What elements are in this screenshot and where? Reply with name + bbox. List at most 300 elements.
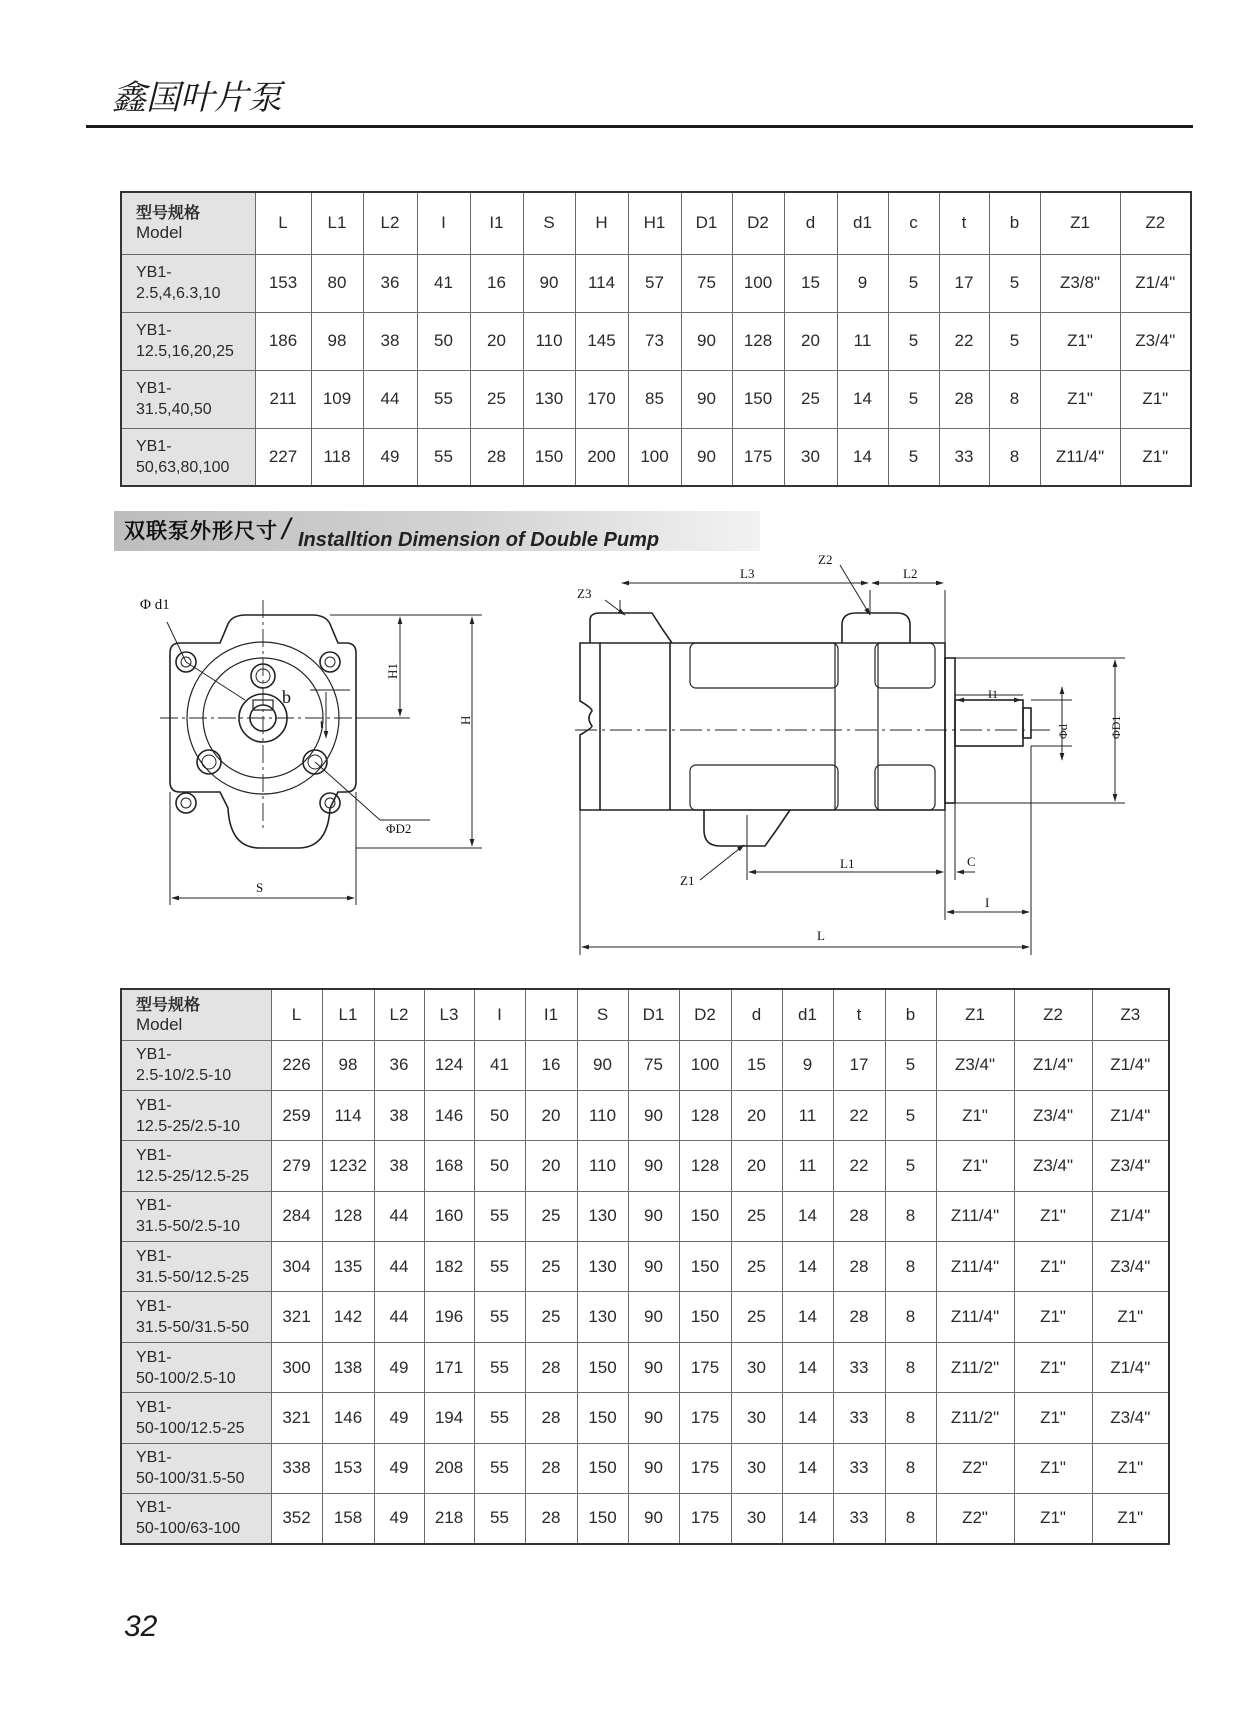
table-row xyxy=(121,1090,1169,1140)
section-title-cn: 双联泵外形尺寸 xyxy=(124,519,278,543)
value-cell: 171 xyxy=(424,1342,474,1392)
table-row xyxy=(121,1494,1169,1544)
label-C: C xyxy=(967,854,976,869)
value-cell: Z1/4" xyxy=(1092,1040,1169,1090)
value-cell: 20 xyxy=(525,1090,577,1140)
table-row xyxy=(121,1443,1169,1493)
model-cell: YB1- 50-100/2.5-10 xyxy=(121,1342,271,1392)
column-header: d1 xyxy=(837,192,888,254)
value-cell: Z1/4" xyxy=(1120,254,1191,312)
value-cell: 5 xyxy=(888,254,939,312)
value-cell: Z1" xyxy=(1120,428,1191,486)
table-row xyxy=(121,1292,1169,1342)
value-cell: 160 xyxy=(424,1191,474,1241)
column-header: d xyxy=(731,989,782,1040)
value-cell: 85 xyxy=(628,370,681,428)
value-cell: 55 xyxy=(474,1342,525,1392)
value-cell: 90 xyxy=(628,1090,679,1140)
value-cell: 186 xyxy=(255,312,311,370)
value-cell: Z1" xyxy=(1014,1443,1092,1493)
column-header: Z2 xyxy=(1120,192,1191,254)
value-cell: 321 xyxy=(271,1393,322,1443)
value-cell: 90 xyxy=(681,370,732,428)
value-cell: 25 xyxy=(784,370,837,428)
label-phi-D2: ΦD2 xyxy=(386,821,412,836)
value-cell: 22 xyxy=(833,1141,885,1191)
label-phi-d: Φd xyxy=(1056,724,1070,739)
value-cell: 259 xyxy=(271,1090,322,1140)
value-cell: 153 xyxy=(322,1443,374,1493)
value-cell: 5 xyxy=(885,1141,936,1191)
value-cell: 135 xyxy=(322,1242,374,1292)
value-cell: 128 xyxy=(732,312,784,370)
value-cell: 55 xyxy=(474,1443,525,1493)
value-cell: Z1" xyxy=(1120,370,1191,428)
value-cell: Z11/4" xyxy=(936,1242,1014,1292)
value-cell: Z2" xyxy=(936,1494,1014,1544)
value-cell: 128 xyxy=(322,1191,374,1241)
model-cell: YB1- 12.5-25/12.5-25 xyxy=(121,1141,271,1191)
label-Z2: Z2 xyxy=(818,552,833,567)
value-cell: 304 xyxy=(271,1242,322,1292)
table-header-row xyxy=(121,989,1169,1040)
value-cell: 33 xyxy=(833,1342,885,1392)
value-cell: 118 xyxy=(311,428,363,486)
value-cell: 55 xyxy=(417,428,470,486)
value-cell: Z2" xyxy=(936,1443,1014,1493)
section-title-en: Installtion Dimension of Double Pump xyxy=(298,529,660,551)
value-cell: 150 xyxy=(523,428,575,486)
value-cell: 98 xyxy=(322,1040,374,1090)
value-cell: 25 xyxy=(525,1191,577,1241)
value-cell: Z1/4" xyxy=(1014,1040,1092,1090)
value-cell: 175 xyxy=(732,428,784,486)
value-cell: 20 xyxy=(731,1090,782,1140)
value-cell: 33 xyxy=(833,1393,885,1443)
table-row xyxy=(121,1040,1169,1090)
value-cell: 300 xyxy=(271,1342,322,1392)
value-cell: 28 xyxy=(525,1393,577,1443)
value-cell: 28 xyxy=(939,370,989,428)
value-cell: 182 xyxy=(424,1242,474,1292)
value-cell: Z11/4" xyxy=(936,1292,1014,1342)
value-cell: 16 xyxy=(525,1040,577,1090)
value-cell: 11 xyxy=(837,312,888,370)
table-row xyxy=(121,1342,1169,1392)
value-cell: 8 xyxy=(989,370,1040,428)
value-cell: 100 xyxy=(732,254,784,312)
value-cell: 25 xyxy=(470,370,523,428)
value-cell: 17 xyxy=(833,1040,885,1090)
label-L2: L2 xyxy=(903,566,918,581)
column-header: t xyxy=(939,192,989,254)
value-cell: 44 xyxy=(374,1191,424,1241)
value-cell: 146 xyxy=(322,1393,374,1443)
value-cell: 128 xyxy=(679,1090,731,1140)
value-cell: 38 xyxy=(374,1141,424,1191)
value-cell: 1232 xyxy=(322,1141,374,1191)
column-header: Z1 xyxy=(1040,192,1120,254)
value-cell: 20 xyxy=(470,312,523,370)
value-cell: 98 xyxy=(311,312,363,370)
value-cell: Z3/4" xyxy=(1014,1090,1092,1140)
column-header: Z2 xyxy=(1014,989,1092,1040)
value-cell: 194 xyxy=(424,1393,474,1443)
column-header: I1 xyxy=(525,989,577,1040)
value-cell: 109 xyxy=(311,370,363,428)
column-header: t xyxy=(833,989,885,1040)
column-header: L2 xyxy=(363,192,417,254)
value-cell: 38 xyxy=(374,1090,424,1140)
value-cell: 20 xyxy=(784,312,837,370)
value-cell: Z11/2" xyxy=(936,1342,1014,1392)
value-cell: 8 xyxy=(885,1191,936,1241)
value-cell: 8 xyxy=(885,1342,936,1392)
model-cell: YB1- 31.5-50/31.5-50 xyxy=(121,1292,271,1342)
value-cell: 41 xyxy=(474,1040,525,1090)
value-cell: 150 xyxy=(577,1393,628,1443)
table-row xyxy=(121,1242,1169,1292)
label-phi-D1: ΦD1 xyxy=(1109,715,1123,739)
value-cell: Z11/2" xyxy=(936,1393,1014,1443)
value-cell: 138 xyxy=(322,1342,374,1392)
value-cell: 130 xyxy=(577,1292,628,1342)
value-cell: 153 xyxy=(255,254,311,312)
value-cell: 49 xyxy=(374,1393,424,1443)
value-cell: 25 xyxy=(731,1242,782,1292)
value-cell: 30 xyxy=(784,428,837,486)
value-cell: 8 xyxy=(885,1393,936,1443)
value-cell: Z1/4" xyxy=(1092,1191,1169,1241)
value-cell: 25 xyxy=(525,1292,577,1342)
model-cell: YB1- 2.5-10/2.5-10 xyxy=(121,1040,271,1090)
side-view xyxy=(575,552,1125,955)
value-cell: 5 xyxy=(888,312,939,370)
section-slash: / xyxy=(282,513,291,546)
value-cell: Z1" xyxy=(1014,1494,1092,1544)
value-cell: 227 xyxy=(255,428,311,486)
value-cell: 284 xyxy=(271,1191,322,1241)
value-cell: 128 xyxy=(679,1141,731,1191)
value-cell: 321 xyxy=(271,1292,322,1342)
value-cell: 33 xyxy=(939,428,989,486)
value-cell: 75 xyxy=(628,1040,679,1090)
value-cell: 110 xyxy=(577,1141,628,1191)
value-cell: 90 xyxy=(628,1141,679,1191)
value-cell: 15 xyxy=(731,1040,782,1090)
model-cell: YB1- 12.5-25/2.5-10 xyxy=(121,1090,271,1140)
column-header: D2 xyxy=(732,192,784,254)
value-cell: 14 xyxy=(837,428,888,486)
value-cell: Z1" xyxy=(1014,1191,1092,1241)
column-header: d xyxy=(784,192,837,254)
value-cell: 110 xyxy=(577,1090,628,1140)
value-cell: 25 xyxy=(731,1191,782,1241)
value-cell: 30 xyxy=(731,1443,782,1493)
value-cell: 175 xyxy=(679,1443,731,1493)
value-cell: 5 xyxy=(885,1040,936,1090)
value-cell: 168 xyxy=(424,1141,474,1191)
value-cell: 150 xyxy=(679,1242,731,1292)
column-header: L2 xyxy=(374,989,424,1040)
value-cell: 55 xyxy=(417,370,470,428)
value-cell: 130 xyxy=(577,1242,628,1292)
value-cell: 14 xyxy=(782,1342,833,1392)
value-cell: 28 xyxy=(833,1191,885,1241)
value-cell: 150 xyxy=(577,1342,628,1392)
value-cell: 5 xyxy=(989,254,1040,312)
value-cell: 130 xyxy=(523,370,575,428)
value-cell: 175 xyxy=(679,1494,731,1544)
label-H: H xyxy=(458,715,473,725)
model-cell: YB1- 50-100/31.5-50 xyxy=(121,1443,271,1493)
label-I1: I1 xyxy=(988,687,998,701)
model-cell: YB1- 12.5,16,20,25 xyxy=(121,312,255,370)
column-header: D2 xyxy=(679,989,731,1040)
value-cell: 28 xyxy=(525,1342,577,1392)
value-cell: 14 xyxy=(782,1292,833,1342)
value-cell: 57 xyxy=(628,254,681,312)
value-cell: 352 xyxy=(271,1494,322,1544)
column-header: H1 xyxy=(628,192,681,254)
value-cell: Z11/4" xyxy=(1040,428,1120,486)
value-cell: 9 xyxy=(837,254,888,312)
value-cell: Z3/4" xyxy=(1120,312,1191,370)
value-cell: 90 xyxy=(577,1040,628,1090)
model-cell: YB1- 50-100/12.5-25 xyxy=(121,1393,271,1443)
value-cell: 146 xyxy=(424,1090,474,1140)
value-cell: 5 xyxy=(888,428,939,486)
page-title: 鑫国叶片泵 xyxy=(112,78,282,118)
value-cell: Z3/4" xyxy=(1014,1141,1092,1191)
value-cell: 80 xyxy=(311,254,363,312)
value-cell: 5 xyxy=(888,370,939,428)
model-cell: YB1- 31.5,40,50 xyxy=(121,370,255,428)
value-cell: 38 xyxy=(363,312,417,370)
value-cell: 8 xyxy=(885,1443,936,1493)
column-header: S xyxy=(523,192,575,254)
value-cell: 28 xyxy=(525,1494,577,1544)
value-cell: 20 xyxy=(525,1141,577,1191)
value-cell: 14 xyxy=(782,1242,833,1292)
column-header: Z1 xyxy=(936,989,1014,1040)
column-header: S xyxy=(577,989,628,1040)
value-cell: 30 xyxy=(731,1342,782,1392)
value-cell: 55 xyxy=(474,1191,525,1241)
value-cell: 50 xyxy=(417,312,470,370)
value-cell: 36 xyxy=(363,254,417,312)
value-cell: 150 xyxy=(577,1494,628,1544)
value-cell: 158 xyxy=(322,1494,374,1544)
model-cell: YB1- 50-100/63-100 xyxy=(121,1494,271,1544)
value-cell: 90 xyxy=(681,312,732,370)
value-cell: 338 xyxy=(271,1443,322,1493)
value-cell: 90 xyxy=(628,1292,679,1342)
value-cell: 25 xyxy=(731,1292,782,1342)
value-cell: 8 xyxy=(885,1292,936,1342)
model-cell: YB1- 31.5-50/12.5-25 xyxy=(121,1242,271,1292)
model-cell: YB1- 50,63,80,100 xyxy=(121,428,255,486)
value-cell: 30 xyxy=(731,1393,782,1443)
table-row xyxy=(121,1393,1169,1443)
value-cell: Z3/4" xyxy=(1092,1141,1169,1191)
value-cell: 90 xyxy=(681,428,732,486)
label-L: L xyxy=(817,928,825,943)
value-cell: 279 xyxy=(271,1141,322,1191)
value-cell: Z1/4" xyxy=(1092,1342,1169,1392)
value-cell: 90 xyxy=(523,254,575,312)
value-cell: Z3/4" xyxy=(1092,1242,1169,1292)
label-phi-d1: Φ d1 xyxy=(140,597,170,613)
column-header: I1 xyxy=(470,192,523,254)
value-cell: 36 xyxy=(374,1040,424,1090)
table-row xyxy=(121,1141,1169,1191)
label-L1: L1 xyxy=(840,856,855,871)
column-header: L1 xyxy=(322,989,374,1040)
value-cell: 226 xyxy=(271,1040,322,1090)
value-cell: 8 xyxy=(885,1494,936,1544)
label-b: b xyxy=(282,687,291,707)
value-cell: 150 xyxy=(732,370,784,428)
column-header: H xyxy=(575,192,628,254)
value-cell: 22 xyxy=(939,312,989,370)
value-cell: 44 xyxy=(363,370,417,428)
value-cell: 73 xyxy=(628,312,681,370)
value-cell: 15 xyxy=(784,254,837,312)
label-I: I xyxy=(985,895,990,910)
value-cell: 196 xyxy=(424,1292,474,1342)
column-header: d1 xyxy=(782,989,833,1040)
value-cell: Z3/8" xyxy=(1040,254,1120,312)
value-cell: 25 xyxy=(525,1242,577,1292)
value-cell: Z1" xyxy=(1092,1292,1169,1342)
table-row xyxy=(121,1191,1169,1241)
value-cell: 49 xyxy=(374,1443,424,1493)
value-cell: Z1" xyxy=(1014,1393,1092,1443)
value-cell: Z3/4" xyxy=(1092,1393,1169,1443)
column-header: b xyxy=(989,192,1040,254)
value-cell: 11 xyxy=(782,1090,833,1140)
model-header: 型号规格 Model xyxy=(121,989,271,1040)
value-cell: 55 xyxy=(474,1242,525,1292)
value-cell: 55 xyxy=(474,1292,525,1342)
value-cell: 44 xyxy=(374,1242,424,1292)
value-cell: 14 xyxy=(837,370,888,428)
value-cell: 142 xyxy=(322,1292,374,1342)
column-header: I xyxy=(417,192,470,254)
value-cell: Z1" xyxy=(1092,1494,1169,1544)
double-pump-dimension-table xyxy=(120,988,1170,1545)
model-cell: YB1- 2.5,4,6.3,10 xyxy=(121,254,255,312)
column-header: c xyxy=(888,192,939,254)
value-cell: 90 xyxy=(628,1443,679,1493)
value-cell: Z1" xyxy=(1014,1242,1092,1292)
column-header: D1 xyxy=(681,192,732,254)
value-cell: 30 xyxy=(731,1494,782,1544)
page-number: 32 xyxy=(124,1610,158,1643)
value-cell: 90 xyxy=(628,1494,679,1544)
value-cell: Z3/4" xyxy=(936,1040,1014,1090)
value-cell: 5 xyxy=(885,1090,936,1140)
value-cell: Z1" xyxy=(936,1090,1014,1140)
value-cell: Z1" xyxy=(1092,1443,1169,1493)
value-cell: 100 xyxy=(679,1040,731,1090)
value-cell: 75 xyxy=(681,254,732,312)
front-view xyxy=(140,597,482,905)
value-cell: 17 xyxy=(939,254,989,312)
value-cell: 49 xyxy=(374,1342,424,1392)
column-header: D1 xyxy=(628,989,679,1040)
value-cell: 14 xyxy=(782,1191,833,1241)
value-cell: 145 xyxy=(575,312,628,370)
value-cell: 208 xyxy=(424,1443,474,1493)
value-cell: 90 xyxy=(628,1393,679,1443)
value-cell: 14 xyxy=(782,1494,833,1544)
model-header: 型号规格 Model xyxy=(121,192,255,254)
value-cell: 175 xyxy=(679,1393,731,1443)
label-H1: H1 xyxy=(385,663,400,679)
value-cell: 14 xyxy=(782,1393,833,1443)
value-cell: 5 xyxy=(989,312,1040,370)
value-cell: 50 xyxy=(474,1141,525,1191)
value-cell: 49 xyxy=(363,428,417,486)
value-cell: Z1" xyxy=(1014,1292,1092,1342)
value-cell: 33 xyxy=(833,1494,885,1544)
value-cell: 14 xyxy=(782,1443,833,1493)
value-cell: Z1" xyxy=(1040,312,1120,370)
value-cell: 16 xyxy=(470,254,523,312)
column-header: L xyxy=(255,192,311,254)
value-cell: Z1" xyxy=(936,1141,1014,1191)
value-cell: 28 xyxy=(470,428,523,486)
value-cell: 100 xyxy=(628,428,681,486)
value-cell: 170 xyxy=(575,370,628,428)
value-cell: Z11/4" xyxy=(936,1191,1014,1241)
label-Z1: Z1 xyxy=(680,873,695,888)
value-cell: 49 xyxy=(374,1494,424,1544)
value-cell: 150 xyxy=(679,1191,731,1241)
value-cell: 211 xyxy=(255,370,311,428)
value-cell: 114 xyxy=(322,1090,374,1140)
value-cell: 150 xyxy=(577,1443,628,1493)
value-cell: 28 xyxy=(833,1292,885,1342)
value-cell: 150 xyxy=(679,1292,731,1342)
label-S: S xyxy=(256,880,264,895)
value-cell: 20 xyxy=(731,1141,782,1191)
value-cell: Z1" xyxy=(1014,1342,1092,1392)
value-cell: 200 xyxy=(575,428,628,486)
value-cell: 175 xyxy=(679,1342,731,1392)
value-cell: 44 xyxy=(374,1292,424,1342)
value-cell: 124 xyxy=(424,1040,474,1090)
value-cell: 114 xyxy=(575,254,628,312)
value-cell: 110 xyxy=(523,312,575,370)
label-t: t xyxy=(320,716,324,731)
label-L3: L3 xyxy=(740,566,755,581)
value-cell: 55 xyxy=(474,1494,525,1544)
value-cell: 22 xyxy=(833,1090,885,1140)
value-cell: 11 xyxy=(782,1141,833,1191)
value-cell: 9 xyxy=(782,1040,833,1090)
value-cell: 90 xyxy=(628,1342,679,1392)
label-Z3: Z3 xyxy=(577,586,592,601)
column-header: L3 xyxy=(424,989,474,1040)
column-header: Z3 xyxy=(1092,989,1169,1040)
value-cell: 28 xyxy=(833,1242,885,1292)
column-header: b xyxy=(885,989,936,1040)
value-cell: 50 xyxy=(474,1090,525,1140)
value-cell: 8 xyxy=(989,428,1040,486)
